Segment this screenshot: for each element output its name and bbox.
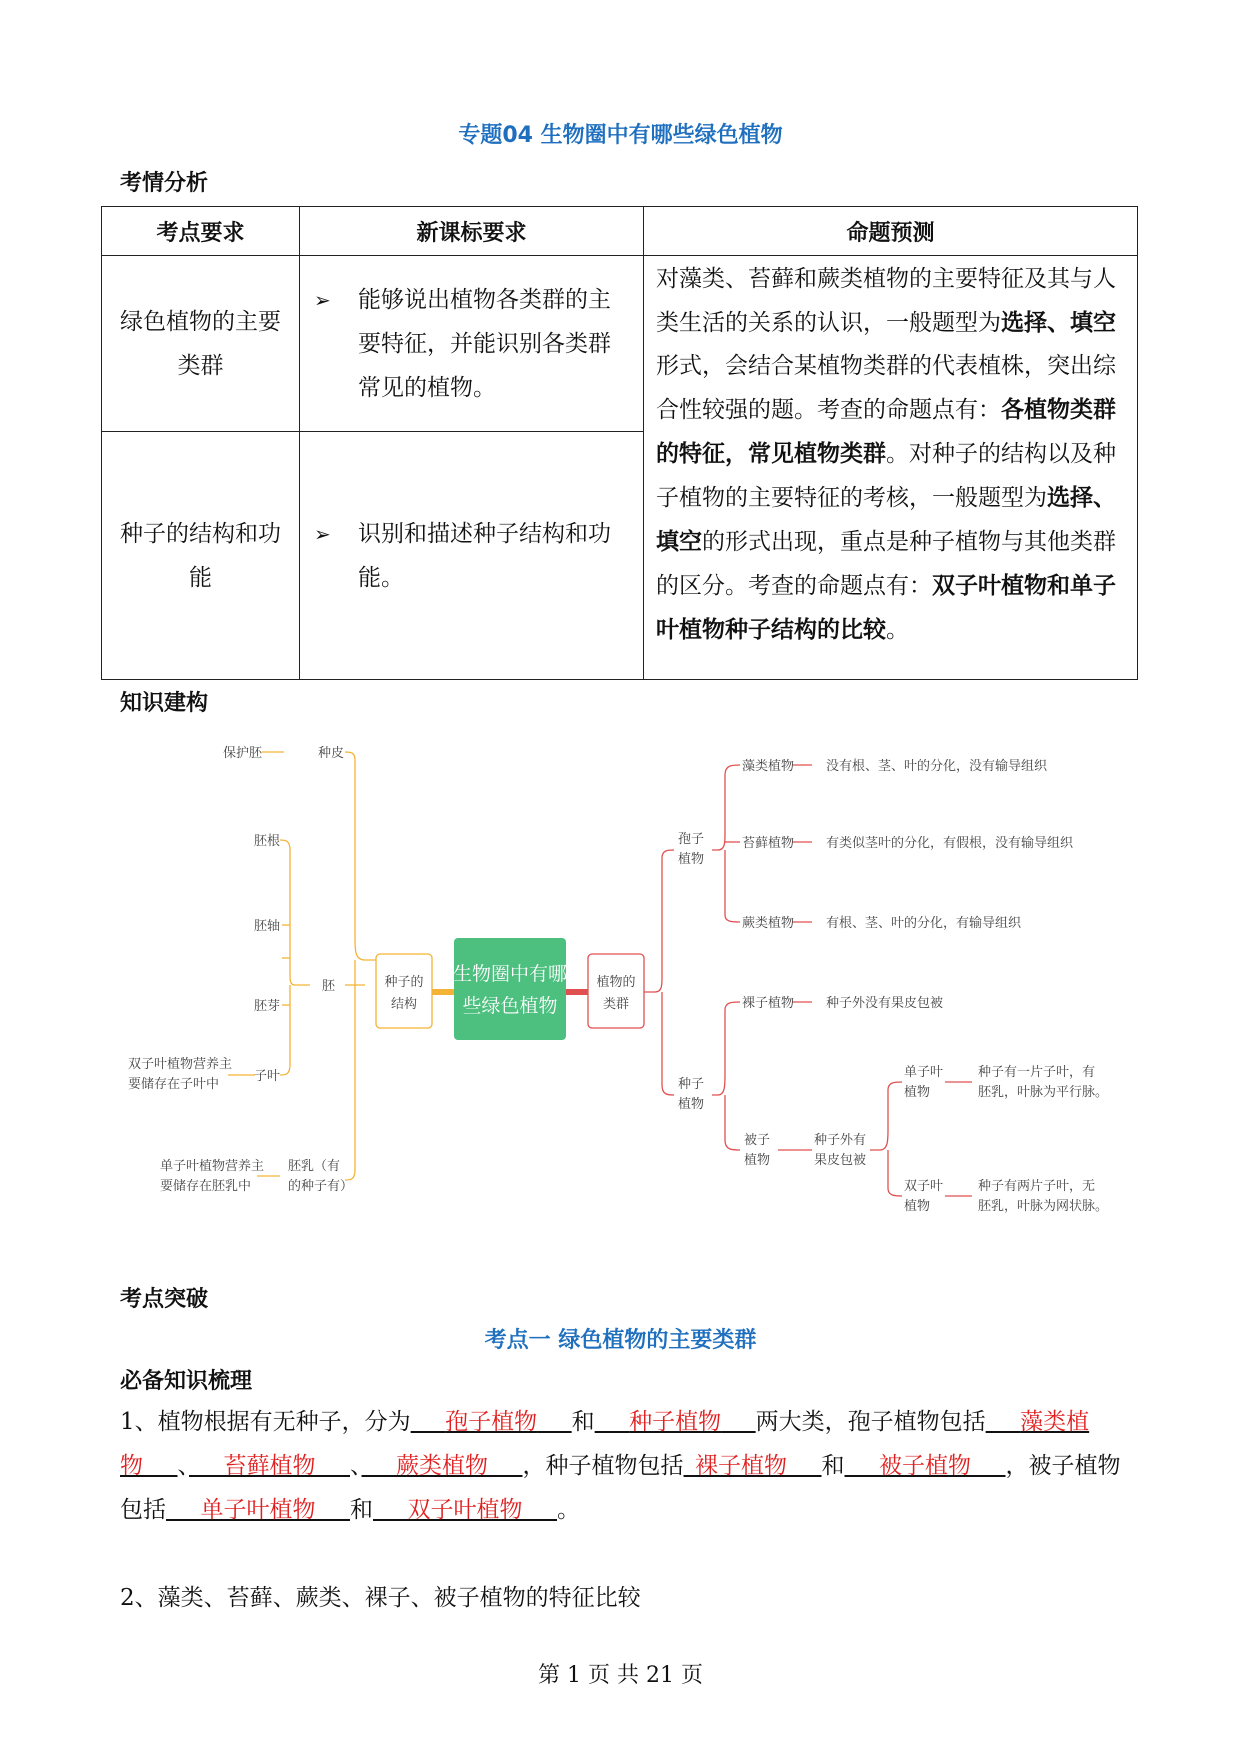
answer-blank: 双子叶植物 xyxy=(407,1497,523,1523)
blank-underline xyxy=(143,1453,178,1479)
question-1 xyxy=(120,1400,1130,1532)
mindmap-spore-item: 藻类植物 xyxy=(742,759,795,774)
blank-underline xyxy=(986,1409,1021,1435)
mindmap-spore-desc: 有类似茎叶的分化，有假根，没有输导组织 xyxy=(826,836,1074,851)
q1-text: 。 xyxy=(557,1497,580,1523)
table-cell-standard xyxy=(300,432,644,680)
blank-underline xyxy=(373,1497,408,1523)
arrow-bullet-icon: ➢ xyxy=(314,287,331,312)
blank-underline xyxy=(488,1453,523,1479)
mindmap-spore-desc: 有根、茎、叶的分化，有输导组织 xyxy=(826,916,1022,931)
arrow-bullet-icon: ➢ xyxy=(314,521,331,546)
blank-underline xyxy=(684,1453,696,1479)
mindmap-gymno: 裸子植物 xyxy=(742,996,795,1011)
mindmap-diagram xyxy=(0,730,1241,1250)
mindmap-plant-groups-box xyxy=(588,954,644,1028)
point-one-heading: 考点一 绿色植物的主要类群 xyxy=(484,1328,757,1353)
table-cell-standard xyxy=(300,256,644,432)
prediction-text: 。对种子的结构以及种子植物的主要特征的考核，一般题型为 xyxy=(656,441,1116,511)
mindmap-seed-structure-label: 结构 xyxy=(390,997,418,1012)
mindmap-spore-plants: 植物 xyxy=(678,852,705,867)
blank-underline xyxy=(166,1497,201,1523)
mindmap-seed-structure-box xyxy=(376,954,432,1028)
page-footer: 第 1 页 共 21 页 xyxy=(538,1663,703,1688)
mindmap-dicot-desc: 种子有两片子叶，无 xyxy=(978,1179,1096,1194)
mindmap-embryo-part: 胚芽 xyxy=(253,999,280,1014)
mindmap-mono: 单子叶 xyxy=(904,1065,944,1080)
mindmap-plant-groups-label: 类群 xyxy=(602,997,630,1012)
mindmap-endosperm: 胚乳（有 xyxy=(288,1159,341,1174)
blank-underline xyxy=(537,1409,572,1435)
table-header-cell: 考点要求 xyxy=(102,207,300,256)
page-title: 专题04 生物圈中有哪些绿色植物 xyxy=(458,123,783,148)
answer-blank: 单子叶植物 xyxy=(200,1497,316,1523)
blank-underline xyxy=(523,1497,558,1523)
mindmap-angio-desc: 种子外有 xyxy=(814,1133,867,1148)
mindmap-angio: 被子 xyxy=(744,1133,771,1148)
section-heading-knowledge: 知识建构 xyxy=(120,691,209,716)
table-cell-point: 种子的结构和功能 xyxy=(102,432,300,680)
mindmap-root-label-line2: 些绿色植物 xyxy=(462,995,558,1017)
section-heading-review: 必备知识梳理 xyxy=(120,1369,253,1394)
mindmap-endosperm: 的种子有） xyxy=(288,1179,354,1194)
mindmap-dicot-desc: 胚乳，叶脉为网状脉。 xyxy=(978,1199,1109,1214)
answer-blank: 藻类植物 xyxy=(120,1409,1090,1479)
prediction-text: 的形式出现，重点是种子植物与其他类群的区分。考查的命题点有： xyxy=(656,529,1116,599)
answer-blank: 蕨类植物 xyxy=(396,1453,488,1479)
mindmap-root-box xyxy=(454,938,566,1040)
mindmap-root-label-line1: 生物圈中有哪 xyxy=(452,963,568,985)
blank-underline xyxy=(362,1453,397,1479)
q1-text: 、 xyxy=(350,1453,362,1479)
q1-text: 两大类，孢子植物包括 xyxy=(755,1409,986,1435)
table-header-cell: 新课标要求 xyxy=(300,207,644,256)
q1-text: 和 xyxy=(350,1497,373,1523)
q1-text: 和 xyxy=(821,1453,845,1479)
mindmap-mono-desc: 种子有一片子叶，有 xyxy=(978,1065,1096,1080)
mindmap-embryo-part: 胚根 xyxy=(253,834,280,849)
section-heading-breakthrough: 考点突破 xyxy=(120,1287,209,1312)
blank-underline xyxy=(595,1409,630,1435)
mindmap-gymno-desc: 种子外没有果皮包被 xyxy=(826,996,944,1011)
prediction-text: 对藻类、苔藓和蕨类植物的主要特征及其与人类生活的关系的认识，一般题型为 xyxy=(656,266,1116,336)
prediction-bold-text: 各植物类群的特征，常见植物类群 xyxy=(656,396,1116,467)
mindmap-seed-plants: 植物 xyxy=(678,1097,705,1112)
q1-text: 和 xyxy=(571,1409,595,1435)
mindmap-seed-coat-note: 保护胚 xyxy=(222,746,262,761)
mindmap-seed-structure-label: 种子的 xyxy=(384,975,424,990)
mindmap-embryo-part: 胚轴 xyxy=(253,919,280,934)
blank-underline xyxy=(845,1453,880,1479)
mindmap-seed-plants: 种子 xyxy=(678,1077,705,1092)
question-2: 2、藻类、苔藓、蕨类、裸子、被子植物的特征比较 xyxy=(120,1585,641,1611)
q1-text: ，被子植物包括 xyxy=(120,1453,1121,1523)
blank-underline xyxy=(971,1453,1006,1479)
blank-underline xyxy=(316,1497,351,1523)
answer-blank: 被子植物 xyxy=(879,1453,971,1479)
blank-underline xyxy=(787,1453,822,1479)
q1-text: 、 xyxy=(177,1453,189,1479)
mindmap-embryo: 胚 xyxy=(322,979,336,994)
table-header-row xyxy=(102,207,1138,256)
mindmap-mono: 植物 xyxy=(904,1085,931,1100)
mindmap-endosperm-note: 要储存在胚乳中 xyxy=(160,1179,252,1194)
mindmap-mono-desc: 胚乳，叶脉为平行脉。 xyxy=(978,1085,1109,1100)
requirements-table xyxy=(101,206,1138,680)
mindmap-dicot: 植物 xyxy=(904,1199,931,1214)
prediction-bold-text: 双子叶植物和单子叶植物种子结构的比较 xyxy=(656,572,1116,643)
answer-blank: 苔藓植物 xyxy=(223,1453,316,1479)
blank-underline xyxy=(316,1453,351,1479)
mindmap-angio-desc: 果皮包被 xyxy=(814,1153,867,1168)
section-heading-analysis: 考情分析 xyxy=(120,171,209,196)
table-cell-prediction xyxy=(644,256,1138,680)
q1-text: ，种子植物包括 xyxy=(522,1453,684,1479)
answer-blank: 裸子植物 xyxy=(695,1453,787,1479)
mindmap-spore-item: 苔藓植物 xyxy=(742,836,795,851)
mindmap-dicot: 双子叶 xyxy=(904,1179,944,1194)
mindmap-endosperm-note: 单子叶植物营养主 xyxy=(160,1159,265,1174)
standard-text: 能够说出植物各类群的主要特征，并能识别各类群常见的植物。 xyxy=(358,286,611,401)
mindmap-cotyledon-note: 双子叶植物营养主 xyxy=(128,1057,233,1072)
prediction-bold-text: 选择、填空 xyxy=(656,484,1116,555)
mindmap-embryo-part: 子叶 xyxy=(253,1069,280,1084)
mindmap-spore-item: 蕨类植物 xyxy=(742,916,795,931)
table-row xyxy=(102,256,1138,432)
blank-underline xyxy=(411,1409,446,1435)
answer-blank: 种子植物 xyxy=(629,1409,722,1435)
mindmap-cotyledon-note: 要储存在子叶中 xyxy=(128,1077,220,1092)
table-cell-point: 绿色植物的主要类群 xyxy=(102,256,300,432)
prediction-bold-text: 选择、填空 xyxy=(1001,309,1116,336)
prediction-text: 。 xyxy=(886,617,909,643)
answer-blank: 孢子植物 xyxy=(445,1409,538,1435)
blank-underline xyxy=(721,1409,756,1435)
mindmap-angio: 植物 xyxy=(744,1153,771,1168)
mindmap-seed-coat: 种皮 xyxy=(318,746,345,761)
blank-underline xyxy=(189,1453,224,1479)
q1-text: 1、植物根据有无种子，分为 xyxy=(120,1409,411,1435)
mindmap-plant-groups-label: 植物的 xyxy=(596,975,636,990)
standard-text: 识别和描述种子结构和功能。 xyxy=(358,520,611,591)
mindmap-spore-plants: 孢子 xyxy=(678,832,705,847)
mindmap-spore-desc: 没有根、茎、叶的分化，没有输导组织 xyxy=(826,759,1048,774)
prediction-text: 形式，会结合某植物类群的代表植株，突出综合性较强的题。考查的命题点有： xyxy=(656,353,1116,423)
table-header-cell: 命题预测 xyxy=(644,207,1138,256)
